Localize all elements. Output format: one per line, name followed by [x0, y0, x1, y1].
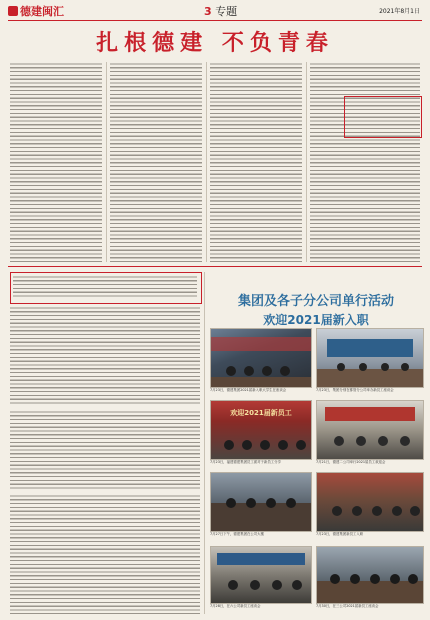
event-photo-4 [316, 400, 424, 460]
article-column-3 [210, 62, 302, 262]
article-column-2 [110, 62, 202, 262]
column-divider [204, 272, 205, 614]
photo-6-caption: 7月23日，德建集团新员工入职 [316, 532, 364, 536]
column-divider [306, 62, 307, 262]
section-divider [8, 266, 422, 267]
logo-text: 德建闽汇 [20, 5, 64, 18]
photo-2-image [317, 329, 423, 387]
photo-1-image [211, 329, 311, 387]
article-column-1 [10, 62, 102, 262]
issue-date: 2021年8月1日 [379, 8, 420, 15]
photo-1-caption: 7月23日，德建集团2021届新入职大学生在座谈会 [210, 388, 287, 392]
headline: 扎根德建 不负青春 [96, 31, 334, 56]
photo-2-caption: 7月23日，集团分别在都管分公司举办新员工座谈会 [316, 388, 394, 392]
highlight-box [344, 96, 422, 138]
photo-7-image [211, 547, 311, 603]
photo-3-image [211, 401, 311, 459]
event-photo-1 [210, 328, 312, 388]
lower-article-2 [10, 410, 200, 490]
event-photo-8 [316, 546, 424, 604]
lower-article-1 [10, 306, 200, 406]
photo-4-image [317, 401, 423, 459]
page-number [204, 3, 237, 19]
page-header [8, 2, 422, 21]
photo-8-caption: 7月30日，在三公司2021届新员工座谈会 [316, 604, 379, 608]
photo-3-caption: 7月23日，福建德建集团员工面对于新员工分享 [210, 460, 281, 464]
photo-5-caption: 7月27日下午，德建集团在公司大楼 [210, 532, 264, 536]
event-photo-7 [210, 546, 312, 604]
feature-title-line2: 欢迎2021届新入职 [263, 313, 369, 327]
photo-8-image [317, 547, 423, 603]
column-divider [106, 62, 107, 262]
photo-6-image [317, 473, 423, 531]
lower-article-3 [10, 494, 200, 614]
logo-mark-icon [8, 6, 18, 16]
event-photo-2 [316, 328, 424, 388]
page-number-value: 3 [204, 5, 212, 18]
column-divider [206, 62, 207, 262]
event-photo-5 [210, 472, 312, 532]
photo-5-image [211, 473, 311, 531]
section-label: 专题 [215, 5, 238, 18]
masthead-logo [8, 3, 64, 19]
feature-title [210, 290, 422, 328]
sidebar-text [13, 275, 197, 299]
photo-7-caption: 7月28日，在六公司新员工座谈会 [210, 604, 261, 608]
article-column-4 [310, 62, 420, 262]
feature-title-line1: 集团及各子分公司单行活动 [237, 294, 394, 309]
event-photo-3 [210, 400, 312, 460]
event-photo-6 [316, 472, 424, 532]
svg-text:欢迎2021届新员工: 欢迎2021届新员工 [230, 409, 292, 417]
photo-4-caption: 7月21日，德建二公司举行2021届员工欢迎会 [316, 460, 386, 464]
